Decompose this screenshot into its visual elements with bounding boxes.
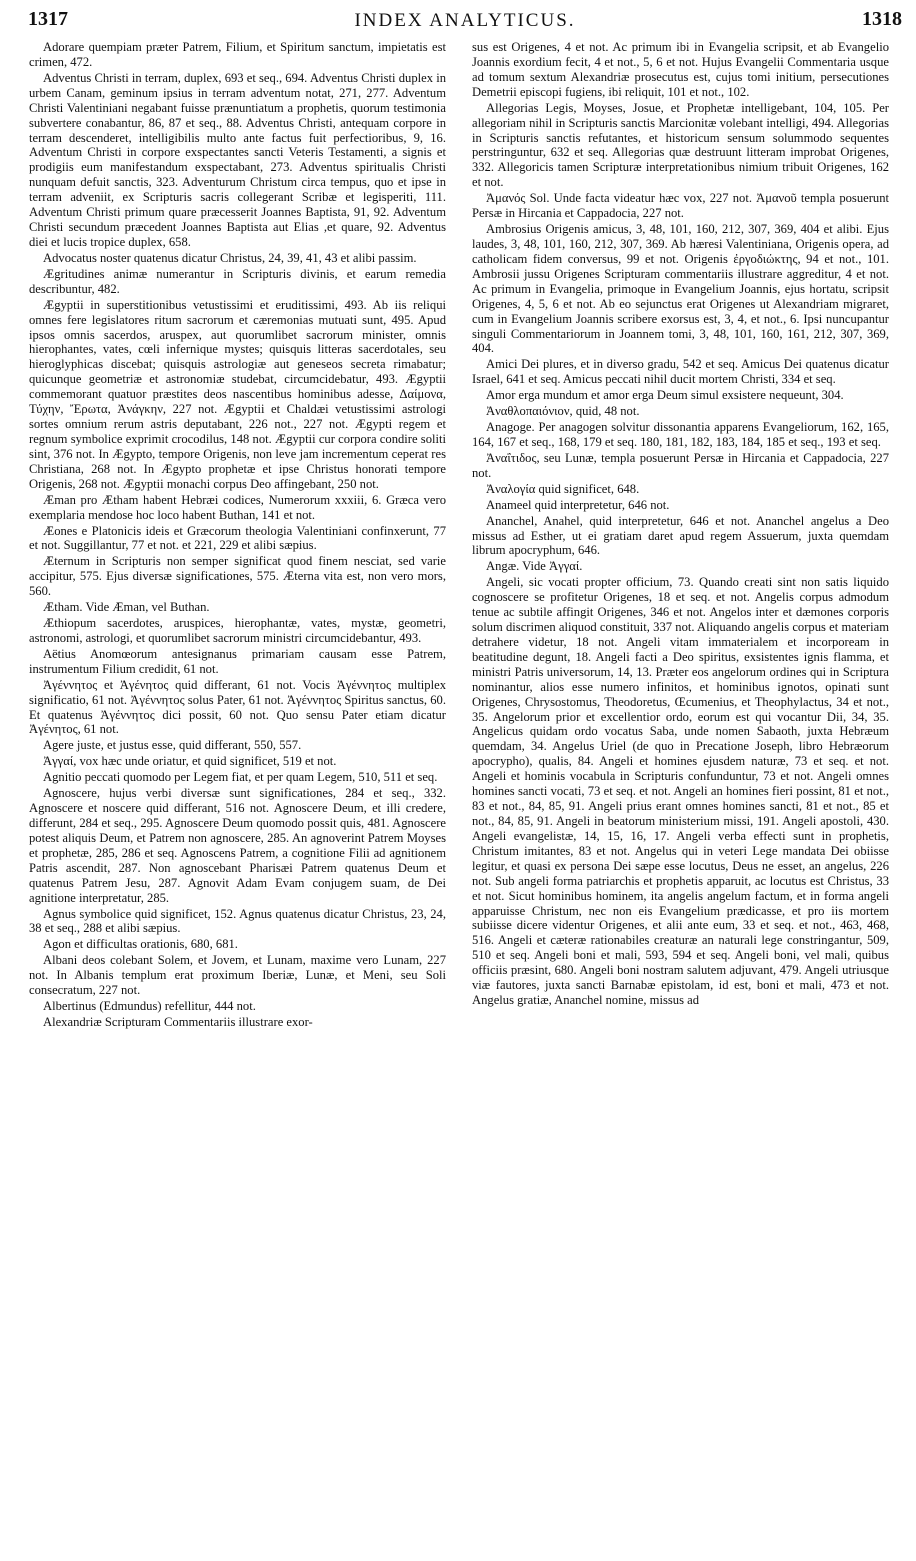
index-entry: Adorare quempiam præter Patrem, Filium, et Spiritum sanctum, impietatis est crimen, 472. xyxy=(29,40,446,69)
index-entry: Ἀγέννητος et Ἀγένητος quid differant, 61 not. Vocis Ἀγέννητος multiplex significatio, 61 not. Ἀγέννητος solus Pater, 61 not. Ἀγέννητος Spiritus sanctus, 60. Et quatenus Ἀγέννητος dici possit, 60 not. Quo sensu Pater etiam dicatur Ἀγένητος, 61 not. xyxy=(29,677,446,737)
index-entry: Agnoscere, hujus verbi diversæ sunt significationes, 284 et seq., 332. Agnoscere et noscere quid differant, 516 not. Agnoscere Deum, et illi credere, differunt, 284 et seq., 295. Agnoscere Deum quomodo possit quis, 481. Agnoscere potest aliquis Deum, et Patrem non agnoscere, 285. An agnoverint Patrem Moyses et prophetæ, 285, 286 et seq. Agnoscens Patrem, a cognitione Filii ad agnitionem Patris ascendit, 287. Non agnoscebant Pharisæi Patrem quatenus Deum et quatenus Patrem Jesu, 287. Agnovit Adam Evam conjugem suam, de Dei agnitione interpretatur, 285. xyxy=(29,786,446,905)
index-entry: Angeli, sic vocati propter officium, 73. Quando creati sint non satis liquido cognoscere se profitetur Origenes, 18 et seq. et not. Angelis corpus admodum tenue ac subtile affingit Origenes, 346 et not. Angelos inter et dæmones corporis solum discrimen aliquod constituit, 337 not. Aliquando angelis corpus et materiam detrahere videtur, 18 not. Angeli vitam immaterialem et incorpoream in beatitudine degunt, 18. Angeli facti a Deo spiritus, exsistentes ignis flamma, et ministri Patris universorum, 14, 13. Præter eos angelorum ordines qui in Scriptura nominantur, alios esse numero infinitos, et hominibus ignotos, opinati sunt Origenes, Chrysostomus, Theodoretus, Œcumenius, et Theophylactus, 34 et not., 35. Angelorum prior et excellentior ordo, eorum est qui vocantur Dii, 34, 35. Angelicus quidam ordo vocatus Saba, unde nomen Sabaoth, juxta Hebræum quemdam, 34. Angelus Uriel (de quo in Precatione Joseph, libro Hebræorum apocrypho), qualis, 84. Angeli et homines ejusdem naturæ, 73 et seq. et not. Angeli et hominis vocabula in Scripturis confunduntur, 73 et not. Angeli omnes homines sancti vocati, 73 et seq. et not. Angeli an homines fieri possint, 81 et not., 83 et not., 84, 85, 91. Angeli prius erant omnes homines sancti, 81 et not., 85 et not., 84, 85, 91. Angeli in beatorum ministerium missi, 191. Angeli apostoli, 430. Angeli evangelistæ, 14, 15, 16, 17. Angeli verba effecti sunt in prophetis, Christum imitantes, 83 et not. Angelus qui in veteri Lege mandata Dei obiisse legitur, et quasi ex persona Dei sæpe esse locutus, Deus ne esset, an angelus, 226 not. Sub angeli forma patriarchis et prophetis apparuit, ac locutus est Christus, 33 et not. Sicut hominibus hominem, ita angelis angelum factum, et in forma angeli apparuisse Christum, nec non eis Evangelium prædicasse, et pro iis mortem subiisse dicere videntur Origenes, et alii ante eum, 33 et seq. et not., 463, 468, 516. Angeli et cæteræ rationabiles creaturæ an naturali lege constringantur, 509, 510 et seq. Angeli boni et mali, 593, 594 et seq. Angeli boni, vel mali, quibus officiis præsint, 680. Angeli boni nostram salutem adjuvant, 479. Angeli utriusque viæ fautores, juxta sancti Barnabæ epistolam, id est, boni et mali, 473 et not. Angelus gratiæ, Ananchel nomine, missus ad xyxy=(472,575,889,1008)
index-entry: Ἀναλογία quid significet, 648. xyxy=(486,481,640,496)
right-column xyxy=(472,40,889,1009)
index-entry: Ananchel, Anahel, quid interpretetur, 646 et not. Ananchel angelus a Deo missus ad Esther, ut ei gratiam daret apud regem Assuerum, juxta quemdam librum apocryphum, 646. xyxy=(472,513,889,558)
index-entry: Allegorias Legis, Moyses, Josue, et Prophetæ intelligebant, 104, 105. Per allegoriam nihil in Scripturis sanctis Marcionitæ volebant intelligi, 494. Allegorias in Scripturis sanctis refutantes, et historicum sensum solummodo sequentes perstringuntur, 632 et seq. Allegorias quæ destruunt litteram improbat Origenes, 332. Allegoricis tamen Scripturæ interpretationibus nimium tribuit Origenes, 162 et not. xyxy=(472,100,889,190)
index-entry: sus est Origenes, 4 et not. Ac primum ibi in Evangelia scripsit, et ab Evangelio Joannis exordium fecit, 4 et not., 5, 6 et not. Hujus Evangelii Commentaria usque ad tomum sextum Alexandriæ prosecutus est, cujus tomi initium, persecutiones Demetrii episcopi fugiens, ibi reliquit, 101 et not., 102. xyxy=(472,40,889,99)
index-entry: Ἀμανός Sol. Unde facta videatur hæc vox, 227 not. Ἀμανοῦ templa posuerunt Persæ in Hircania et Cappadocia, 227 not. xyxy=(472,191,889,221)
index-entry: Agere juste, et justus esse, quid differant, 550, 557. xyxy=(43,738,302,753)
index-entry: Agnitio peccati quomodo per Legem fiat, et per quam Legem, 510, 511 et seq. xyxy=(43,770,438,785)
index-entry: Aëtius Anomœorum antesignanus primariam causam esse Patrem, instrumentum Filium credidit, 61 not. xyxy=(29,646,446,676)
index-entry: Agon et difficultas orationis, 680, 681. xyxy=(43,937,238,952)
right-column-number: 1318 xyxy=(862,8,902,30)
index-entry: Amor erga mundum et amor erga Deum simul exsistere nequeunt, 304. xyxy=(486,388,844,403)
index-entry: Ἀγγαί, vox hæc unde oriatur, et quid significet, 519 et not. xyxy=(43,754,337,769)
index-entry: Advocatus noster quatenus dicatur Christus, 24, 39, 41, 43 et alibi passim. xyxy=(43,250,417,265)
index-entry: Ἀναΐτιδος, seu Lunæ, templa posuerunt Persæ in Hircania et Cappadocia, 227 not. xyxy=(472,450,889,480)
index-entry: Ægritudines animæ numerantur in Scripturis divinis, et earum remedia describuntur, 482. xyxy=(29,266,446,296)
index-entry: Agnus symbolice quid significet, 152. Agnus quatenus dicatur Christus, 23, 24, 38 et seq., 288 et alibi sæpius. xyxy=(29,906,446,936)
index-entry: Æones e Platonicis ideis et Græcorum theologia Valentiniani confinxerunt, 77 et not. Suggillantur, 77 et not. et 221, 229 et alibi sæpius. xyxy=(29,523,446,553)
index-entry: Æman pro Ætham habent Hebræi codices, Numerorum xxxiii, 6. Græca vero exemplaria mendose hoc loco habent Buthan, 141 et not. xyxy=(29,492,446,522)
index-entry: Amici Dei plures, et in diverso gradu, 542 et seq. Amicus Dei quatenus dicatur Israel, 641 et seq. Amicus peccati nihil ducit mortem Christi, 334 et seq. xyxy=(472,357,889,387)
index-entry: Albani deos colebant Solem, et Jovem, et Lunam, maxime vero Lunam, 227 not. In Albanis templum erat proximum Iberiæ, Lunæ, et Meni, seu Soli consecratum, 227 not. xyxy=(29,953,446,998)
left-column xyxy=(29,40,446,1031)
index-entry: Ἀναθλοπαιόνιον, quid, 48 not. xyxy=(486,404,640,419)
index-entry: Angæ. Vide Ἀγγαί. xyxy=(486,559,583,574)
index-entry: Adventus Christi in terram, duplex, 693 et seq., 694. Adventus Christi duplex in urbem Canam, geminum ipsius in terram adventum notat, 271, 277. Adventum Christi Valentiniani negabant fuisse prænuntiatum a prophetis, quorum testimonia subvertere conabantur, 86, 87 et seq., 88. Adventus Christi, antequam corpore in terram descenderet, intelligibilis multo ante factus fuit perfectioribus, 9, 16. Adventum Christi in corpore exspectantes sancti Veteris Testamenti, a signis et prodigiis eum manifestandum exspectabant, 273. Adventus spiritualis Christi nunquam defuit sanctis, 323. Adventurum Christum circa tempus, quo et ipse in terram adveniit, ex Scripturis sacris collegerant Scribæ et legisperiti, 111. Adventum Christi primum quare præcesserit Joannes Baptista, 91, 92. Adventum Christi secundum præcedent Joannes Baptista aut Elias ,et quare, 92. Adventus diei et lucis tropice duplex, 658. xyxy=(29,70,446,249)
index-entry: Ætham. Vide Æman, vel Buthan. xyxy=(43,600,210,615)
index-entry: Ægyptii in superstitionibus vetustissimi et eruditissimi, 493. Ab iis reliqui omnes fere legislatores ritum sacrorum et cæremonias mutuati sunt, 495. Apud ipsos omnis sacerdos, aruspex, aut quorumlibet sacrorum minister, omnis hierophantes, vates, cœli infernique mystes; quisquis litteras sacerdotales, seu hieroglyphicas discebat; quisquis astrologiæ aut geneseos secreta rimabatur; quicunque geometriæ et astronomiæ studebat, circumcidebatur, 493. Ægyptii commemorant quatuor præstites deos nascentibus hominibus adesse, Δαίμονα, Τύχην, Ἔρωτα, Ἀνάγκην, 227 not. Ægyptii et Chaldæi vetustissimi astrologi sortes omnium rerum astris deputabant, 226 not., 227 not. Ægypti regem et regnum symbolice exprimit crocodilus, 148 not. Ægyptii cur corpora condire soliti sint, 376 not. In Ægypto, tempore Origenis, non leve jam incrementum ceperat res Christiana, 268 not. In Ægypto prophetæ et ipse Christus honorati tempore Origenis, 268 not. Ægyptii monachi corpus Deo affingebant, 250 not. xyxy=(29,297,446,491)
index-entry: Anameel quid interpretetur, 646 not. xyxy=(486,497,670,512)
index-entry: Ambrosius Origenis amicus, 3, 48, 101, 160, 212, 307, 369, 404 et alibi. Ejus laudes, 3, 48, 101, 160, 212, 307, 369. Ab hæresi Valentiniana, Origenis opera, ad catholicam fidem conversus, 99 et not. Origenis ἐργοδιώκτης, 94 et not., 101. Ambrosii jussu Origenes Scripturam commentariis illustrare aggreditur, 4 et not. Ac primum in Evangelia, primoque in Evangelium Joannis, ejus hortatu, scripsit Origenes, 4, 5, 6 et not. Ab eo sejunctus erat Origenes ut Alexandriam migraret, cum in Evangelium Joannis scribere exorsus est, 3, 4, et not., 6. Ipsi nuncupantur singuli Commentariorum in Joannem tomi, 3, 48, 101, 160, 161, 212, 307, 369, 404. xyxy=(472,222,889,356)
index-entry: Æthiopum sacerdotes, aruspices, hierophantæ, vates, mystæ, geometri, astronomi, astrologi, et quorumlibet sacrorum ministri circumcidebantur, 493. xyxy=(29,616,446,645)
index-entry: Albertinus (Edmundus) refellitur, 444 not. xyxy=(43,999,256,1014)
index-entry: Æternum in Scripturis non semper significat quod finem nesciat, sed varie accipitur, 575. Ejus diversæ significationes, 575. Æterna vita est, non vero mors, 560. xyxy=(29,554,446,599)
index-entry: Alexandriæ Scripturam Commentariis illustrare exor- xyxy=(43,1015,313,1029)
left-column-number: 1317 xyxy=(28,8,68,30)
index-entry: Anagoge. Per anagogen solvitur dissonantia apparens Evangeliorum, 162, 165, 164, 167 et seq., 168, 179 et seq. 180, 181, 182, 183, 184, 185 et seq., 193 et seq. xyxy=(472,420,889,449)
page-header xyxy=(28,8,902,38)
page-title: INDEX ANALYTICUS. xyxy=(354,10,576,31)
